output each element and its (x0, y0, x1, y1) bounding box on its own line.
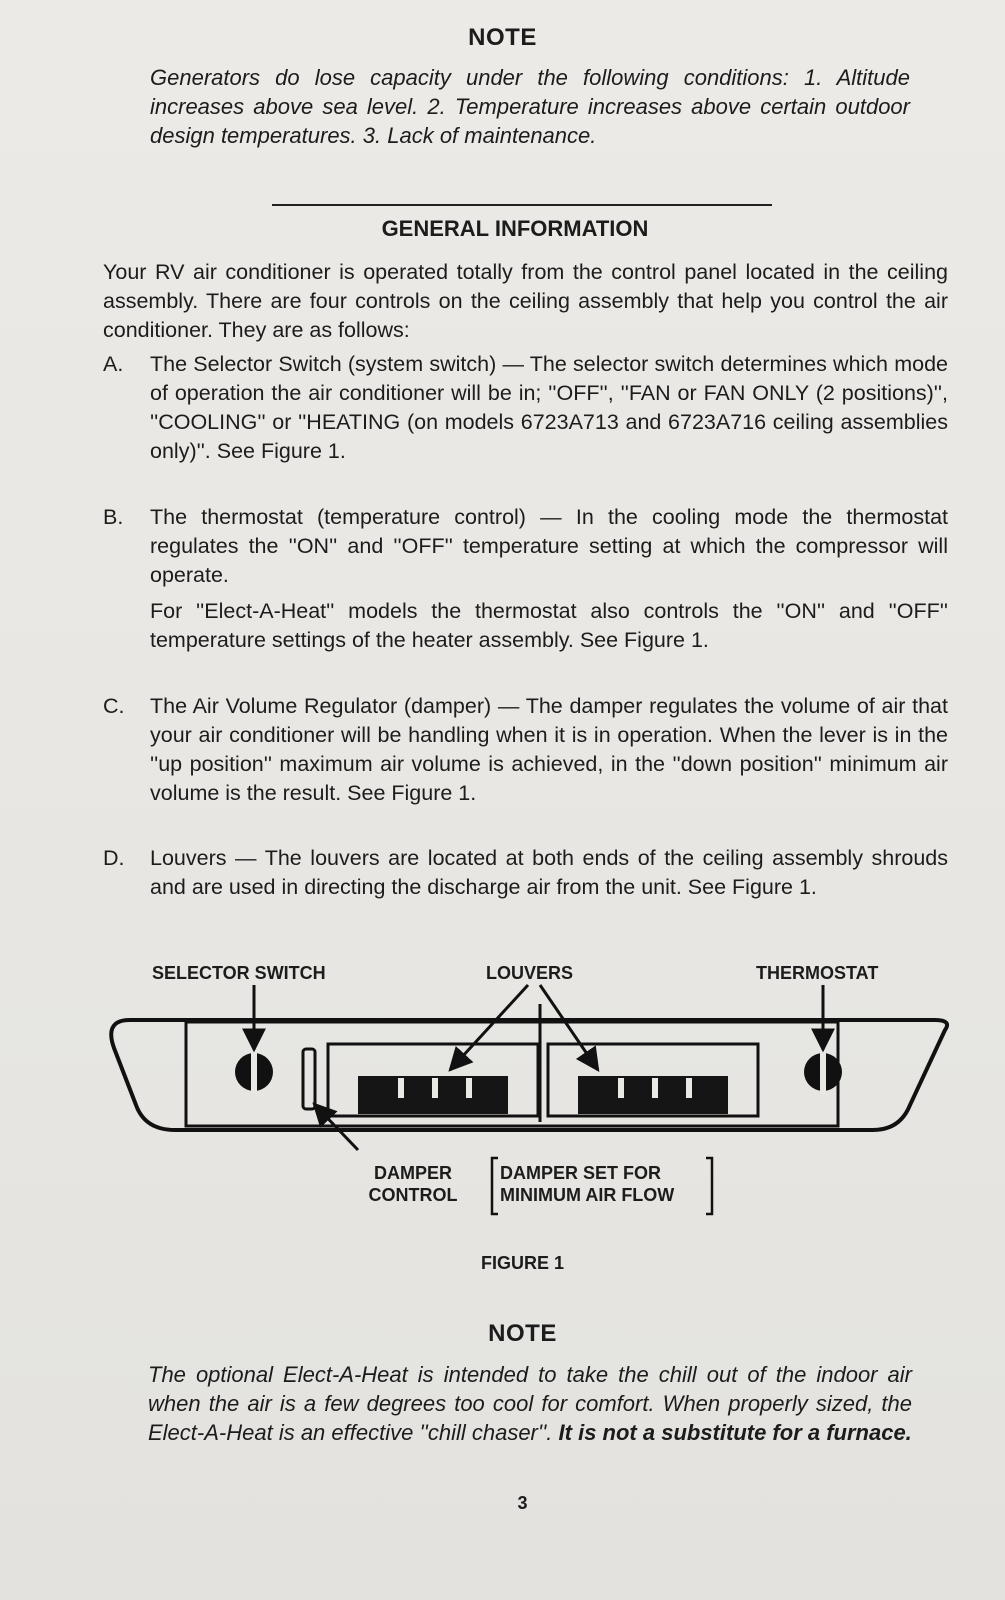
item-text-continued: For ''Elect-A-Heat'' models the thermostat also controls the ''ON'' and ''OFF'' temperature settings of the heater assembly. See Figure 1. (150, 599, 948, 652)
thermostat-knob (804, 1050, 842, 1094)
label-damper-set-line1: DAMPER SET FOR (500, 1163, 662, 1183)
item-text: The thermostat (temperature control) — In the cooling mode the thermostat regulates the ''ON'' and ''OFF'' temperature setting at which the compressor will operate. (150, 505, 948, 587)
item-text: Louvers — The louvers are located at both ends of the ceiling assembly shrouds and are used in directing the discharge air from the unit. See Figure 1. (150, 846, 948, 899)
note-body (148, 1360, 912, 1447)
control-panel-box (186, 1022, 838, 1126)
label-damper-control-line2: CONTROL (368, 1185, 458, 1205)
item-letter: C. (103, 694, 125, 718)
note-emphasis: It is not a substitute for a furnace. (558, 1420, 912, 1445)
figure-caption: FIGURE 1 (480, 1253, 564, 1273)
section-title: GENERAL INFORMATION (381, 216, 649, 241)
note-body-text: The optional Elect-A-Heat is intended to take the chill out of the indoor air when the air is a few degrees too cool for comfort. When properly sized, the Elect-A-Heat is an effective ''chill chaser''. (148, 1362, 912, 1445)
page-number: 3 (517, 1493, 528, 1513)
note-title: NOTE (488, 1320, 557, 1347)
label-thermostat: THERMOSTAT (756, 963, 879, 983)
label-damper-set (500, 1162, 674, 1206)
label-selector-switch: SELECTOR SWITCH (152, 963, 326, 983)
label-damper-set-line2: MINIMUM AIR FLOW (500, 1185, 675, 1205)
selector-switch-knob (235, 1050, 273, 1094)
item-letter: B. (103, 505, 124, 529)
item-letter: A. (103, 352, 124, 376)
intro-paragraph: Your RV air conditioner is operated totally from the control panel located in the ceiling assembly. There are four controls on the ceiling assembly that help you control the air conditioner. They are as follows: (103, 260, 948, 342)
louver-left (328, 1044, 538, 1116)
louver-right (548, 1044, 758, 1116)
label-louvers: LOUVERS (486, 963, 574, 983)
item-letter: D. (103, 846, 125, 870)
item-text: The Air Volume Regulator (damper) — The damper regulates the volume of air that your air conditioner will be handling when it is in operation. When the lever is in the ''up position'' maximum air volume is achieved, in the ''down position'' minimum air volume is the result. See Figure 1. (150, 694, 948, 805)
damper-lever (303, 1049, 315, 1109)
item-text: The Selector Switch (system switch) — The selector switch determines which mode of operation the air conditioner will be in; ''OFF'', ''FAN or FAN ONLY (2 positions)'', ''COOLING'' or ''HEATING (on models 6723A713 and 6723A716 ceiling assemblies only)''. See Figure 1. (150, 352, 948, 463)
label-damper-control-line1: DAMPER (373, 1163, 452, 1183)
louver-arrow-left (450, 985, 528, 1070)
note-title: NOTE (468, 24, 537, 51)
note-body: Generators do lose capacity under the following conditions: 1. Altitude increases above sea level. 2. Temperature increases above certain outdoor design temperatures. 3. Lack of maintenance. (150, 65, 910, 148)
label-damper-control (357, 1162, 469, 1206)
